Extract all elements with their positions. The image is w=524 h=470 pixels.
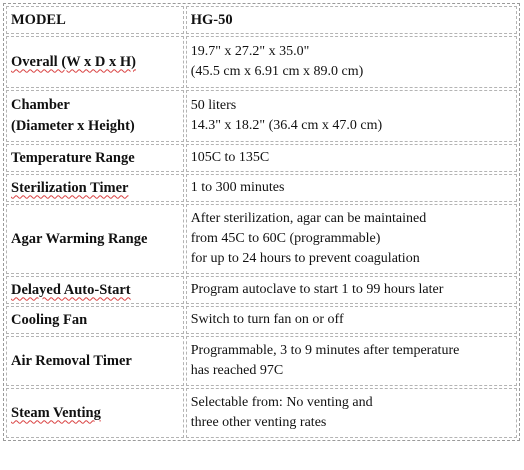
row-label <box>6 90 184 142</box>
row-label <box>6 204 184 274</box>
table-row-overall <box>6 36 517 88</box>
model-label-text: MODEL <box>11 11 66 28</box>
model-value <box>186 6 517 34</box>
row-value <box>186 276 517 304</box>
table-row-agar-warming-range <box>6 204 517 274</box>
row-label <box>6 336 184 386</box>
row-value-line: has reached 97C <box>190 363 284 378</box>
row-label-line: Sterilization Timer <box>11 179 129 196</box>
row-value <box>186 336 517 386</box>
row-value-line: three other venting rates <box>190 415 327 430</box>
row-value <box>186 36 517 88</box>
row-label-line: Steam Venting <box>11 404 101 421</box>
row-label <box>6 144 184 172</box>
row-label <box>6 174 184 202</box>
row-value-line: Selectable from: No venting and <box>190 395 373 410</box>
row-label <box>6 276 184 304</box>
row-label <box>6 306 184 334</box>
row-value <box>186 174 517 202</box>
row-value <box>186 388 517 438</box>
row-label-line: Agar Warming Range <box>11 230 148 247</box>
row-value-line: After sterilization, agar can be maintained <box>190 211 427 226</box>
row-value-line: 50 liters <box>190 98 237 113</box>
table-row-delayed-auto-start <box>6 276 517 304</box>
row-value-line: Program autoclave to start 1 to 99 hours later <box>190 282 444 297</box>
row-value <box>186 204 517 274</box>
table-row-air-removal-timer <box>6 336 517 386</box>
row-value-line: (45.5 cm x 6.91 cm x 89.0 cm) <box>190 64 364 79</box>
row-label-line: Chamber <box>11 97 70 113</box>
model-label <box>6 6 184 34</box>
row-value <box>186 306 517 334</box>
row-value-line: 1 to 300 minutes <box>190 180 285 195</box>
row-value-line: 19.7" x 27.2" x 35.0" <box>190 44 310 59</box>
row-value-line: 105C to 135C <box>190 150 270 165</box>
row-value-line: 14.3" x 18.2" (36.4 cm x 47.0 cm) <box>190 118 383 133</box>
row-label-line: Temperature Range <box>11 149 135 166</box>
table-header-row <box>6 6 517 34</box>
row-value-line: from 45C to 60C (programmable) <box>190 231 381 246</box>
spec-table <box>3 3 520 441</box>
table-row-sterilization-timer <box>6 174 517 202</box>
table-row-chamber <box>6 90 517 142</box>
row-label-line: Overall (W x D x H) <box>11 53 136 70</box>
row-value <box>186 90 517 142</box>
model-value-text: HG-50 <box>190 12 233 28</box>
row-label-line: Delayed Auto-Start <box>11 281 131 298</box>
table-row-cooling-fan <box>6 306 517 334</box>
row-label-line: Cooling Fan <box>11 311 88 328</box>
row-label <box>6 36 184 88</box>
row-label-line: Air Removal Timer <box>11 352 132 369</box>
table-row-temperature-range <box>6 144 517 172</box>
table-row-steam-venting <box>6 388 517 438</box>
row-value-line: for up to 24 hours to prevent coagulation <box>190 251 420 266</box>
row-label <box>6 388 184 438</box>
row-value <box>186 144 517 172</box>
row-value-line: Switch to turn fan on or off <box>190 312 344 327</box>
row-value-line: Programmable, 3 to 9 minutes after temperature <box>190 343 460 358</box>
row-label-line: (Diameter x Height) <box>11 118 135 134</box>
